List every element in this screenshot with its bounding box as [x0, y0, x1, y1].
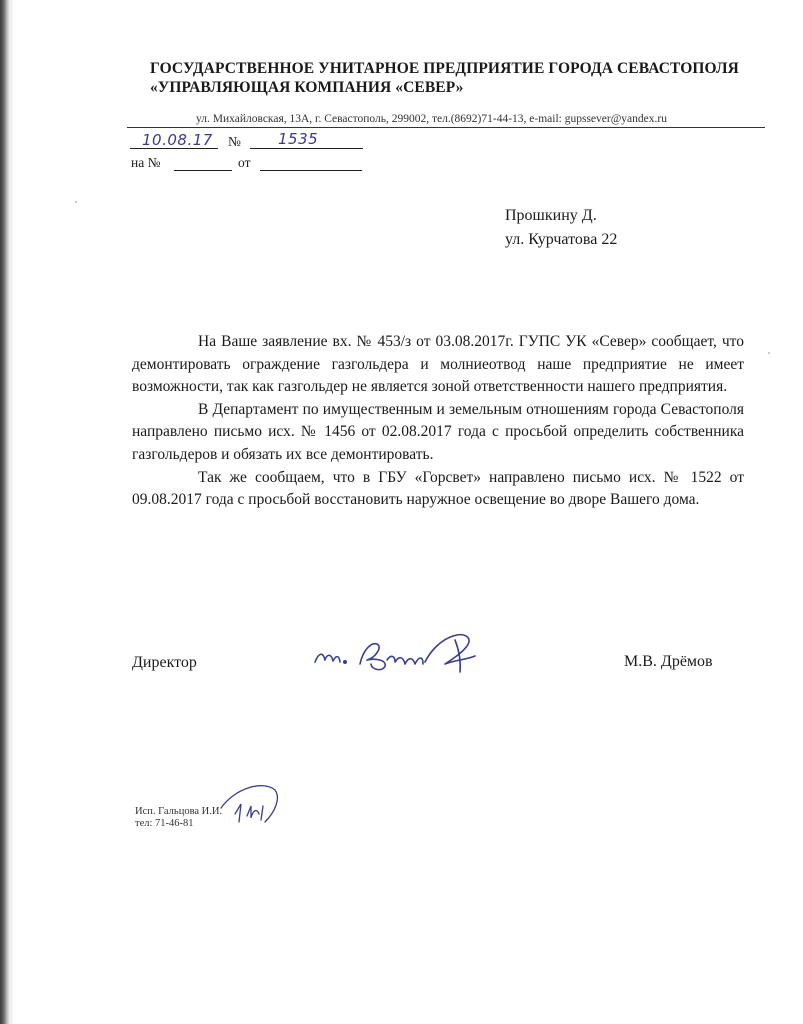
body-paragraph-1: На Ваше заявление вх. № 453/з от 03.08.2017г. ГУПС УК «Север» сообщает, что демонтировать ограждение газгольдера и молниеотвод наше предприятие не имеет возможности, так как газгольдер не является зоной ответственности нашего предприятия. [132, 333, 744, 396]
scan-shadow-fade [10, 0, 14, 1024]
ref-number-underline [174, 170, 232, 171]
body-paragraph-2: В Департамент по имущественным и земельным отношениям города Севастополя направлено письмо исх. № 1456 от 02.08.2017 года с просьбой определить собственника газгольдеров и обязать их все демонтировать. [132, 400, 744, 463]
letter-body [132, 331, 744, 512]
outgoing-date: 10.08.17 [142, 131, 213, 149]
scan-speck [768, 352, 770, 354]
handwritten-signature [305, 620, 495, 690]
signatory-name: М.В. Дрёмов [624, 653, 713, 670]
recipient-name: Прошкину Д. [505, 207, 597, 224]
scan-speck [75, 201, 77, 203]
date-underline [130, 148, 218, 149]
executor-phone: тел: 71-46-81 [135, 818, 194, 829]
scan-shadow-edge [0, 0, 10, 1024]
header-divider [127, 127, 765, 128]
ref-from-label: от [238, 155, 251, 170]
outgoing-number: 1535 [278, 130, 319, 148]
executor-initials-mark [215, 778, 285, 838]
org-name-line2: «УПРАВЛЯЮЩАЯ КОМПАНИЯ «СЕВЕР» [150, 79, 464, 96]
signatory-title: Директор [132, 654, 197, 671]
recipient-address: ул. Курчатова 22 [505, 231, 618, 248]
ref-date-underline [260, 170, 362, 171]
ref-number-label: на № [131, 155, 161, 170]
org-address: ул. Михайловская, 13А, г. Севастополь, 299002, тел.(8692)71-44-13, e-mail: gupssever@yandex.ru [196, 113, 667, 125]
org-name-line1: ГОСУДАРСТВЕННОЕ УНИТАРНОЕ ПРЕДПРИЯТИЕ ГОРОДА СЕВАСТОПОЛЯ [150, 60, 739, 77]
number-underline [250, 148, 363, 149]
executor-name: Исп. Гальцова И.И. [135, 806, 223, 817]
body-paragraph-3: Так же сообщаем, что в ГБУ «Горсвет» направлено письмо исх. № 1522 от 09.08.2017 года с просьбой восстановить наружное освещение во дворе Вашего дома. [132, 468, 744, 509]
number-label: № [228, 134, 241, 149]
